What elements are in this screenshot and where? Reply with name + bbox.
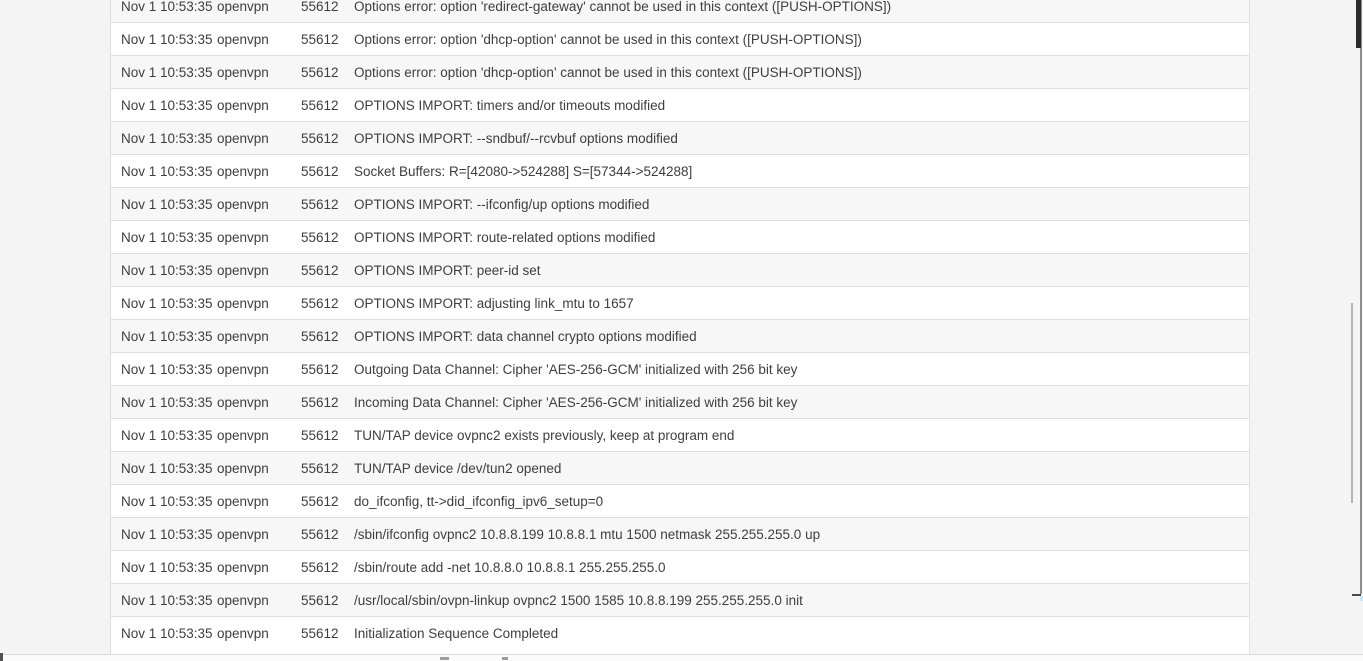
log-process-cell: openvpn: [217, 130, 269, 146]
log-pid-cell: 55612: [301, 427, 339, 443]
log-row: [111, 221, 1249, 254]
log-process-cell: openvpn: [217, 328, 269, 344]
clipped-text-fragment: [440, 657, 449, 660]
log-pid-cell: 55612: [301, 0, 339, 14]
log-time-cell: Nov 1 10:53:35: [121, 361, 213, 377]
log-message-cell: OPTIONS IMPORT: peer-id set: [354, 262, 541, 278]
inner-scrollbar-thumb[interactable]: [1351, 303, 1353, 503]
log-message-cell: Outgoing Data Channel: Cipher 'AES-256-GCM' initialized with 256 bit key: [354, 361, 798, 377]
log-row: [111, 617, 1249, 650]
log-process-cell: openvpn: [217, 163, 269, 179]
log-row: [111, 485, 1249, 518]
log-row: [111, 584, 1249, 617]
log-process-cell: openvpn: [217, 460, 269, 476]
log-message-cell: OPTIONS IMPORT: --ifconfig/up options modified: [354, 196, 650, 212]
outer-scrollbar-track[interactable]: [1360, 0, 1362, 594]
log-message-cell: OPTIONS IMPORT: timers and/or timeouts modified: [354, 97, 666, 113]
log-row: [111, 518, 1249, 551]
log-pid-cell: 55612: [301, 493, 339, 509]
log-row: [111, 419, 1249, 452]
log-pid-cell: 55612: [301, 361, 339, 377]
log-process-cell: openvpn: [217, 196, 269, 212]
log-row: [111, 56, 1249, 89]
log-pid-cell: 55612: [301, 196, 339, 212]
log-pid-cell: 55612: [301, 626, 339, 641]
clipped-bottom-row: [0, 655, 1363, 661]
log-message-cell: TUN/TAP device ovpnc2 exists previously, keep at program end: [354, 427, 735, 443]
log-process-cell: openvpn: [217, 526, 269, 542]
log-process-cell: openvpn: [217, 559, 269, 575]
log-row: [111, 320, 1249, 353]
log-process-cell: openvpn: [217, 493, 269, 509]
log-time-cell: Nov 1 10:53:35: [121, 493, 213, 509]
log-pid-cell: 55612: [301, 130, 339, 146]
log-message-cell: TUN/TAP device /dev/tun2 opened: [354, 460, 562, 476]
log-row: [111, 353, 1249, 386]
log-process-cell: openvpn: [217, 295, 269, 311]
log-message-cell: Options error: option 'dhcp-option' cannot be used in this context ([PUSH-OPTIONS]): [354, 64, 862, 80]
log-message-cell: Initialization Sequence Completed: [354, 626, 559, 641]
log-message-cell: /sbin/route add -net 10.8.8.0 10.8.8.1 255.255.255.0: [354, 559, 666, 575]
log-time-cell: Nov 1 10:53:35: [121, 196, 213, 212]
log-time-cell: Nov 1 10:53:35: [121, 526, 213, 542]
log-message-cell: do_ifconfig, tt->did_ifconfig_ipv6_setup=0: [354, 493, 604, 509]
log-time-cell: Nov 1 10:53:35: [121, 559, 213, 575]
log-row: [111, 155, 1249, 188]
log-message-cell: OPTIONS IMPORT: adjusting link_mtu to 1657: [354, 295, 634, 311]
log-message-cell: Options error: option 'redirect-gateway' cannot be used in this context ([PUSH-OPTIONS]): [354, 0, 892, 14]
log-pid-cell: 55612: [301, 262, 339, 278]
log-message-cell: Incoming Data Channel: Cipher 'AES-256-GCM' initialized with 256 bit key: [354, 394, 798, 410]
log-row: [111, 0, 1249, 23]
log-time-cell: Nov 1 10:53:35: [121, 0, 213, 14]
log-time-cell: Nov 1 10:53:35: [121, 97, 213, 113]
log-process-cell: openvpn: [217, 64, 269, 80]
log-pid-cell: 55612: [301, 64, 339, 80]
log-process-cell: openvpn: [217, 592, 269, 608]
log-time-cell: Nov 1 10:53:35: [121, 163, 213, 179]
log-table: [111, 0, 1249, 650]
log-time-cell: Nov 1 10:53:35: [121, 31, 213, 47]
log-pid-cell: 55612: [301, 229, 339, 245]
log-process-cell: openvpn: [217, 229, 269, 245]
log-process-cell: openvpn: [217, 0, 269, 14]
log-time-cell: Nov 1 10:53:35: [121, 64, 213, 80]
log-row: [111, 386, 1249, 419]
log-pid-cell: 55612: [301, 97, 339, 113]
log-time-cell: Nov 1 10:53:35: [121, 460, 213, 476]
log-process-cell: openvpn: [217, 262, 269, 278]
log-message-cell: OPTIONS IMPORT: data channel crypto options modified: [354, 328, 697, 344]
log-row: [111, 89, 1249, 122]
log-time-cell: Nov 1 10:53:35: [121, 592, 213, 608]
log-time-cell: Nov 1 10:53:35: [121, 295, 213, 311]
clipped-text-fragment: [502, 657, 508, 660]
log-row: [111, 551, 1249, 584]
log-process-cell: openvpn: [217, 394, 269, 410]
outer-scrollbar-thumb[interactable]: [1356, 0, 1361, 48]
log-pid-cell: 55612: [301, 328, 339, 344]
log-pid-cell: 55612: [301, 31, 339, 47]
log-process-cell: openvpn: [217, 427, 269, 443]
log-table-right-border: [1249, 0, 1250, 654]
log-row: [111, 23, 1249, 56]
log-row: [111, 188, 1249, 221]
log-pid-cell: 55612: [301, 295, 339, 311]
log-process-cell: openvpn: [217, 97, 269, 113]
log-time-cell: Nov 1 10:53:35: [121, 427, 213, 443]
log-row: [111, 254, 1249, 287]
log-time-cell: Nov 1 10:53:35: [121, 262, 213, 278]
log-pid-cell: 55612: [301, 460, 339, 476]
log-message-cell: /sbin/ifconfig ovpnc2 10.8.8.199 10.8.8.1 mtu 1500 netmask 255.255.255.0 up: [354, 526, 821, 542]
log-time-cell: Nov 1 10:53:35: [121, 328, 213, 344]
log-pid-cell: 55612: [301, 163, 339, 179]
log-row: [111, 122, 1249, 155]
log-message-cell: /usr/local/sbin/ovpn-linkup ovpnc2 1500 1585 10.8.8.199 255.255.255.0 init: [354, 592, 803, 608]
log-message-cell: OPTIONS IMPORT: --sndbuf/--rcvbuf options modified: [354, 130, 678, 146]
log-process-cell: openvpn: [217, 31, 269, 47]
log-process-cell: openvpn: [217, 361, 269, 377]
log-pid-cell: 55612: [301, 526, 339, 542]
log-pid-cell: 55612: [301, 394, 339, 410]
log-time-cell: Nov 1 10:53:35: [121, 626, 213, 641]
log-time-cell: Nov 1 10:53:35: [121, 394, 213, 410]
log-row: [111, 287, 1249, 320]
bottom-left-mark: [0, 653, 3, 661]
log-message-cell: OPTIONS IMPORT: route-related options modified: [354, 229, 656, 245]
log-row: [111, 452, 1249, 485]
log-message-cell: Options error: option 'dhcp-option' cannot be used in this context ([PUSH-OPTIONS]): [354, 31, 862, 47]
log-pid-cell: 55612: [301, 592, 339, 608]
log-pid-cell: 55612: [301, 559, 339, 575]
log-process-cell: openvpn: [217, 626, 269, 641]
log-time-cell: Nov 1 10:53:35: [121, 130, 213, 146]
log-message-cell: Socket Buffers: R=[42080->524288] S=[57344->524288]: [354, 163, 693, 179]
log-time-cell: Nov 1 10:53:35: [121, 229, 213, 245]
